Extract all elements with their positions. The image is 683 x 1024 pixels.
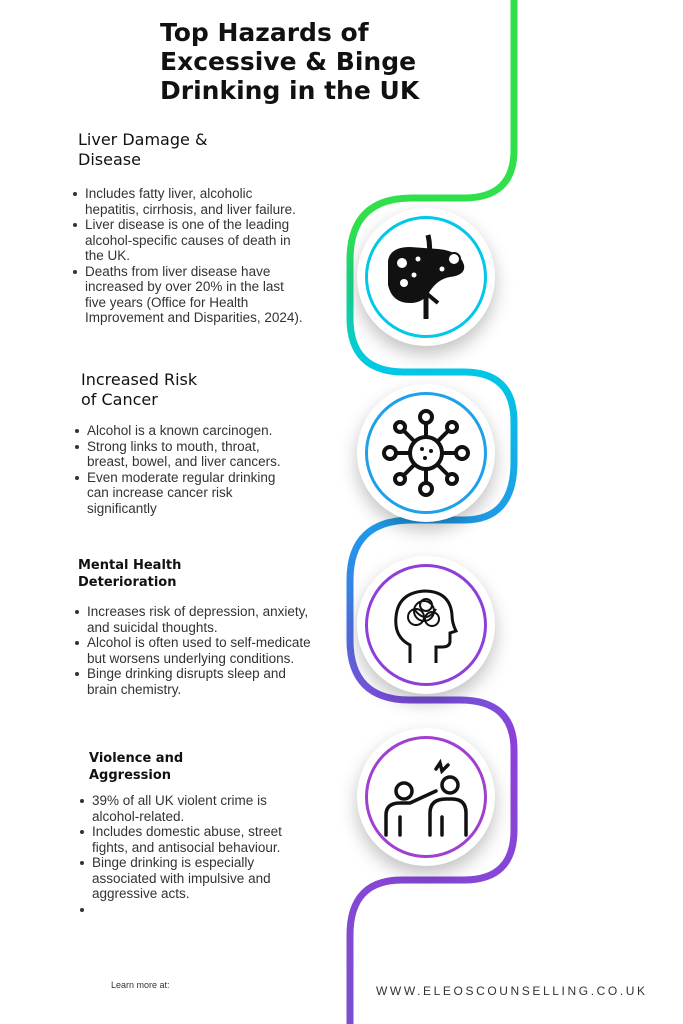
title-line-3: Drinking in the UK bbox=[160, 76, 420, 105]
list-item: Alcohol is a known carcinogen. bbox=[75, 423, 290, 439]
bullet-list-mental-health bbox=[75, 604, 315, 697]
fight-punch-icon bbox=[380, 751, 472, 843]
heading-line: Mental Health bbox=[78, 558, 182, 573]
title-line-1: Top Hazards of bbox=[160, 18, 369, 47]
list-item: Liver disease is one of the leading alcohol-specific causes of death in the UK. bbox=[73, 217, 308, 264]
heading-line: Violence and bbox=[89, 751, 184, 766]
list-item: Strong links to mouth, throat, breast, bowel, and liver cancers. bbox=[75, 439, 290, 470]
section-heading-mental-health bbox=[78, 557, 181, 591]
heading-line: of Cancer bbox=[81, 390, 158, 409]
heading-line: Aggression bbox=[89, 768, 172, 783]
section-heading-violence bbox=[89, 750, 183, 784]
list-item: Binge drinking is especially associated with impulsive and aggressive acts. bbox=[80, 855, 310, 902]
liver-icon bbox=[380, 231, 472, 323]
list-item: 39% of all UK violent crime is alcohol-related. bbox=[80, 793, 310, 824]
list-item: Binge drinking disrupts sleep and brain chemistry. bbox=[75, 666, 315, 697]
liver-icon-badge bbox=[357, 208, 495, 346]
heading-line: Disease bbox=[78, 150, 141, 169]
website-url[interactable]: WWW.ELEOSCOUNSELLING.CO.UK bbox=[376, 984, 648, 998]
mental-health-icon-badge bbox=[357, 556, 495, 694]
list-item: Alcohol is often used to self-medicate but worsens underlying conditions. bbox=[75, 635, 315, 666]
section-heading-liver bbox=[78, 130, 207, 170]
cancer-icon-badge bbox=[357, 384, 495, 522]
learn-more-label: Learn more at: bbox=[111, 980, 170, 990]
page-title bbox=[160, 18, 480, 105]
violence-icon-badge bbox=[357, 728, 495, 866]
bullet-list-liver bbox=[73, 186, 308, 326]
list-item: Includes fatty liver, alcoholic hepatitis, cirrhosis, and liver failure. bbox=[73, 186, 308, 217]
list-item: Includes domestic abuse, street fights, and antisocial behaviour. bbox=[80, 824, 310, 855]
bullet-list-cancer bbox=[75, 423, 290, 516]
list-item: Even moderate regular drinking can increase cancer risk significantly bbox=[75, 470, 290, 517]
heading-line: Liver Damage & bbox=[78, 130, 208, 149]
list-item: Deaths from liver disease have increased by over 20% in the last five years (Office for Health Improvement and Disparities, 2024). bbox=[73, 264, 308, 326]
section-heading-cancer bbox=[81, 370, 197, 410]
tangled-mind-head-icon bbox=[380, 579, 472, 671]
title-line-2: Excessive & Binge bbox=[160, 47, 417, 76]
heading-line: Increased Risk bbox=[81, 370, 198, 389]
heading-line: Deterioration bbox=[78, 575, 177, 590]
cancer-cell-icon bbox=[380, 407, 472, 499]
list-item: Increases risk of depression, anxiety, and suicidal thoughts. bbox=[75, 604, 315, 635]
bullet-list-violence bbox=[80, 793, 310, 902]
